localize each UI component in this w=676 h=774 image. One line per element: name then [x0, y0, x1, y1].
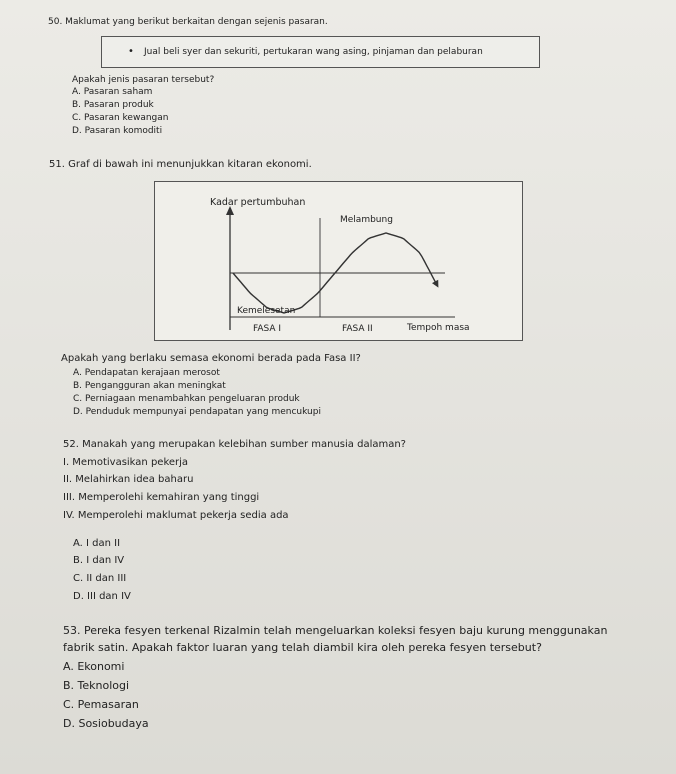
q52-option-b[interactable]: B. I dan IV [73, 555, 125, 566]
q52-statement-1: I. Memotivasikan pekerja [63, 457, 189, 468]
q51-option-d[interactable]: D. Penduduk mempunyai pendapatan yang mencukupi [73, 407, 321, 417]
y-axis-label: Kadar pertumbuhan [210, 197, 306, 208]
q52-stem: 52. Manakah yang merupakan kelebihan sumber manusia dalaman? [63, 439, 406, 450]
q50-option-c[interactable]: C. Pasaran kewangan [72, 113, 169, 123]
q53-option-d[interactable]: D. Sosiobudaya [63, 717, 149, 730]
q53-stem-line1: 53. Pereka fesyen terkenal Rizalmin telah mengeluarkan koleksi fesyen baju kurung menggunakan [63, 624, 608, 637]
q51-option-a[interactable]: A. Pendapatan kerajaan merosot [73, 368, 220, 378]
q50-box-text: Jual beli syer dan sekuriti, pertukaran wang asing, pinjaman dan pelaburan [144, 47, 483, 57]
q52-statement-4: IV. Memperolehi maklumat pekerja sedia ada [63, 510, 289, 521]
q52-option-c[interactable]: C. II dan III [73, 573, 127, 584]
economic-cycle-svg [155, 182, 522, 340]
q51-option-c[interactable]: C. Perniagaan menambahkan pengeluaran produk [73, 394, 300, 404]
q51-question: Apakah yang berlaku semasa ekonomi berada pada Fasa II? [61, 353, 361, 364]
economic-cycle-chart [154, 181, 523, 341]
q50-info-box [101, 36, 540, 68]
q50-option-a[interactable]: A. Pasaran saham [72, 87, 153, 97]
q53-stem-line2: fabrik satin. Apakah faktor luaran yang telah diambil kira oleh pereka fesyen tersebut? [63, 641, 542, 654]
q52-statement-2: II. Melahirkan idea baharu [63, 474, 194, 485]
q50-question: Apakah jenis pasaran tersebut? [72, 75, 215, 85]
q52-option-a[interactable]: A. I dan II [73, 538, 121, 549]
phase-label-2: FASA II [342, 324, 373, 334]
q52-option-d[interactable]: D. III dan IV [73, 591, 131, 602]
annotation-peak: Melambung [340, 215, 393, 225]
q50-bullet: • [128, 46, 134, 57]
phase-label-1: FASA I [253, 324, 282, 334]
q52-statement-3: III. Memperolehi kemahiran yang tinggi [63, 492, 260, 503]
q50-stem: 50. Maklumat yang berikut berkaitan dengan sejenis pasaran. [48, 17, 328, 27]
q53-option-b[interactable]: B. Teknologi [63, 679, 130, 692]
q53-option-a[interactable]: A. Ekonomi [63, 660, 125, 673]
q51-option-b[interactable]: B. Pengangguran akan meningkat [73, 381, 226, 391]
annotation-trough: Kemelesetan [237, 306, 296, 316]
x-axis-label: Tempoh masa [407, 323, 470, 333]
q50-option-b[interactable]: B. Pasaran produk [72, 100, 154, 110]
q53-option-c[interactable]: C. Pemasaran [63, 698, 139, 711]
q50-option-d[interactable]: D. Pasaran komoditi [72, 126, 163, 136]
q51-stem: 51. Graf di bawah ini menunjukkan kitaran ekonomi. [49, 159, 312, 170]
